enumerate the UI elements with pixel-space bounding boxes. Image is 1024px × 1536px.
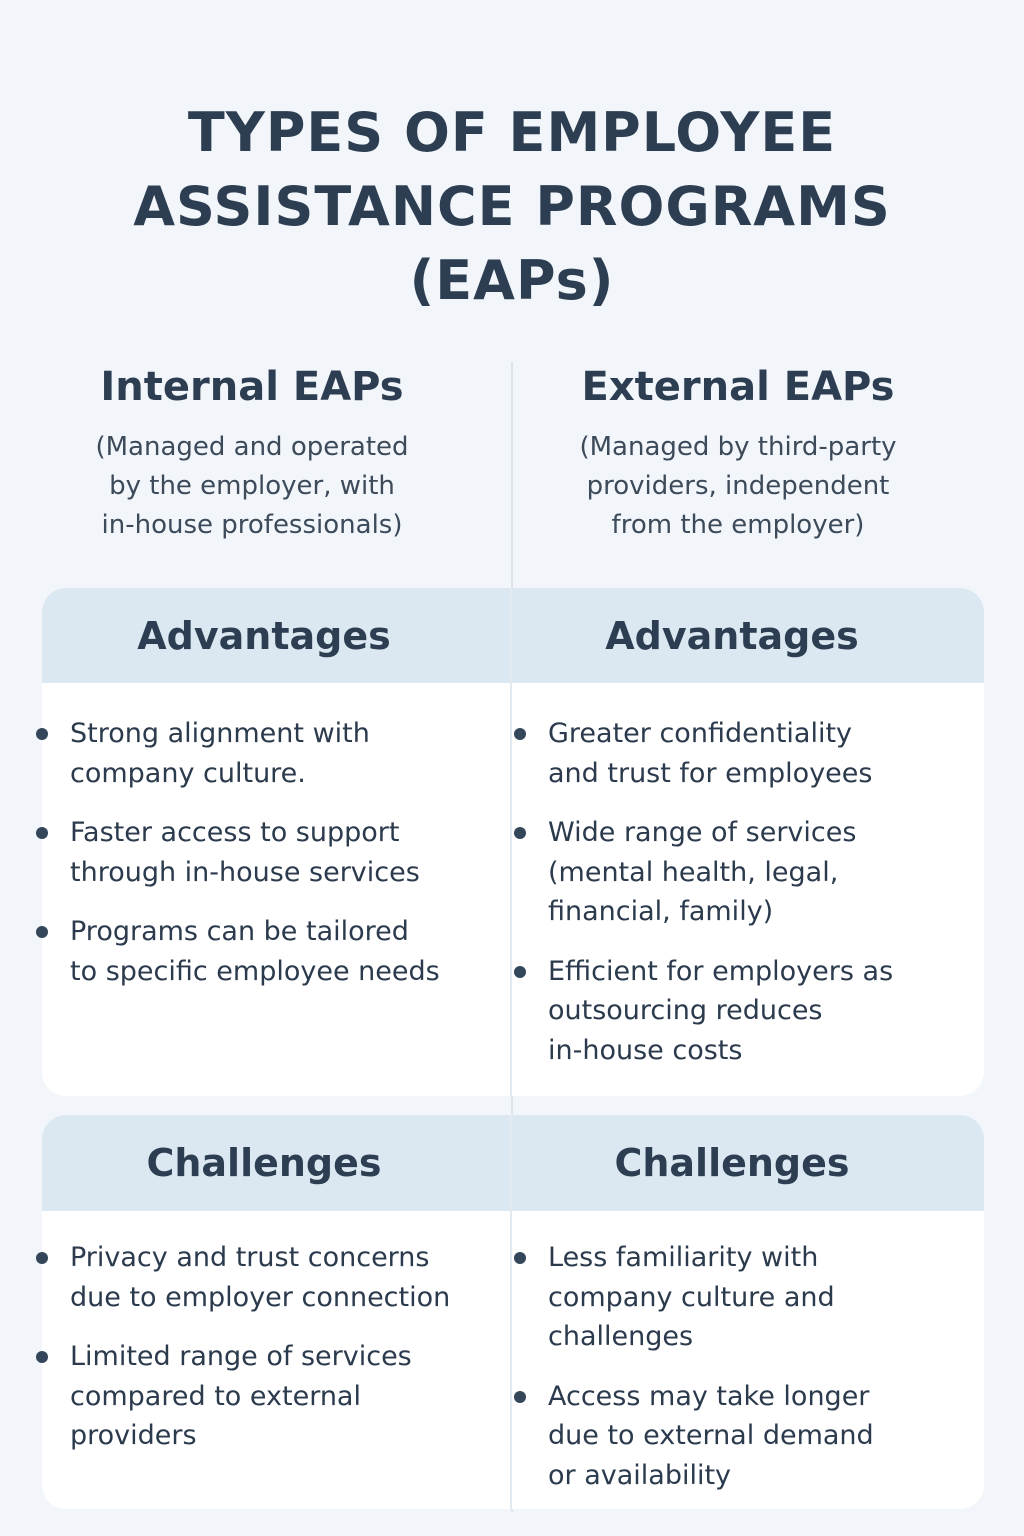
title-line-2: ASSISTANCE PROGRAMS <box>133 175 891 238</box>
internal-challenges-heading: Challenges <box>146 1141 382 1185</box>
list-item-text: in-house costs <box>548 1034 743 1066</box>
external-challenges-list <box>478 1238 878 1515</box>
challenges-panel-header <box>42 1115 984 1211</box>
title-line-3: (EAPs) <box>409 249 615 312</box>
list-item <box>0 813 420 892</box>
list-item-text: (mental health, legal, <box>548 856 839 888</box>
external-desc-line: providers, independent <box>586 471 890 501</box>
list-item-text: through in-house services <box>70 856 420 888</box>
bullet-icon <box>514 966 526 978</box>
bullet-icon <box>36 926 48 938</box>
list-item <box>478 813 878 932</box>
list-item-text: Access may take longer <box>548 1380 870 1412</box>
title-line-1: TYPES OF EMPLOYEE <box>187 101 837 164</box>
bullet-icon <box>36 827 48 839</box>
internal-desc-line: by the employer, with <box>109 471 395 501</box>
list-item <box>478 1238 878 1357</box>
list-item-text: Wide range of services <box>548 817 857 848</box>
list-item <box>0 1337 412 1456</box>
list-item-text: Greater confidentiality <box>548 718 853 749</box>
list-item <box>478 952 894 1071</box>
list-item <box>0 1238 451 1317</box>
list-item-text: challenges <box>548 1321 694 1352</box>
list-item-text: due to external demand <box>548 1420 874 1451</box>
list-item-text: financial, family) <box>548 896 774 927</box>
external-eaps-header <box>518 360 958 545</box>
bullet-icon <box>514 1391 526 1403</box>
external-desc-line: from the employer) <box>611 510 865 540</box>
internal-eaps-description <box>32 428 472 545</box>
list-item-text: to specific employee needs <box>70 955 440 987</box>
list-item-text: company culture. <box>70 757 306 789</box>
external-desc-line: (Managed by third-party <box>579 432 897 462</box>
list-item <box>478 1377 878 1496</box>
list-item <box>0 714 400 793</box>
list-item-text: Faster access to support <box>70 817 400 848</box>
list-item <box>0 912 440 991</box>
external-eaps-description <box>518 428 958 545</box>
external-eaps-heading: External EAPs <box>581 364 895 410</box>
internal-challenges-list <box>0 1238 451 1476</box>
external-advantages-list <box>478 714 894 1090</box>
list-item-text: compared to external <box>70 1380 361 1412</box>
bullet-icon <box>36 1351 48 1363</box>
bullet-icon <box>514 1252 526 1264</box>
list-item-text: Limited range of services <box>70 1341 412 1372</box>
bullet-icon <box>36 728 48 740</box>
internal-desc-line: (Managed and operated <box>95 432 409 462</box>
internal-advantages-heading: Advantages <box>137 613 391 658</box>
list-item-text: Less familiarity with <box>548 1242 819 1273</box>
internal-desc-line: in-house professionals) <box>101 510 403 540</box>
external-advantages-heading: Advantages <box>605 613 859 658</box>
bullet-icon <box>36 1252 48 1264</box>
list-item-text: or availability <box>548 1459 732 1491</box>
list-item-text: Programs can be tailored <box>70 916 409 947</box>
list-item-text: and trust for employees <box>548 757 873 789</box>
internal-advantages-list <box>0 714 440 1011</box>
bullet-icon <box>514 728 526 740</box>
external-challenges-heading: Challenges <box>614 1141 850 1185</box>
list-item-text: Efficient for employers as <box>548 955 894 987</box>
internal-eaps-header <box>32 360 472 545</box>
list-item-text: outsourcing reduces <box>548 995 823 1026</box>
advantages-panel-header <box>42 588 984 683</box>
list-item-text: Privacy and trust concerns <box>70 1242 430 1273</box>
list-item <box>478 714 878 793</box>
list-item-text: due to employer connection <box>70 1281 451 1313</box>
bullet-icon <box>514 827 526 839</box>
list-item-text: Strong alignment with <box>70 718 370 749</box>
internal-eaps-heading: Internal EAPs <box>100 364 404 410</box>
list-item-text: company culture and <box>548 1281 835 1313</box>
page-title <box>0 96 1024 318</box>
list-item-text: providers <box>70 1420 197 1451</box>
